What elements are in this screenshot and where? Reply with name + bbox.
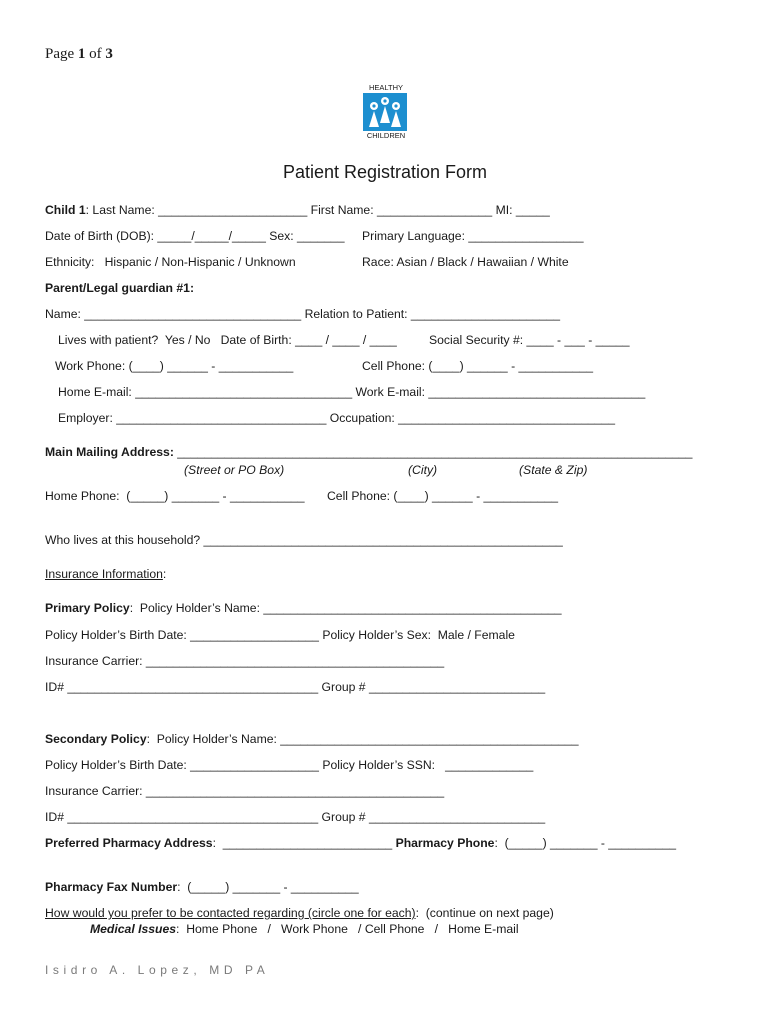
- primary-birth-line: Policy Holder’s Birth Date: ___________________ Policy Holder’s Sex: Male / Female: [45, 628, 515, 642]
- logo-box: [363, 93, 407, 131]
- address-hint-street: (Street or PO Box): [184, 463, 285, 477]
- secondary-carrier-line: Insurance Carrier: ____________________________________________: [45, 784, 445, 798]
- household-cell-phone: Cell Phone: (____) ______ - ___________: [327, 489, 559, 503]
- form-title: Patient Registration Form: [282, 162, 488, 182]
- secondary-id-line: ID# _____________________________________ Group # __________________________: [45, 810, 546, 824]
- guardian-employer-line: Employer: _______________________________ Occupation: ________________________________: [58, 411, 616, 425]
- secondary-policy-line: Secondary Policy: Policy Holder’s Name: ____________________________________________: [45, 732, 579, 746]
- guardian-work-phone: Work Phone: (____) ______ - ___________: [55, 359, 294, 373]
- household-members-line: Who lives at this household? _____________________________________________________: [45, 533, 563, 547]
- child-dob-line: Date of Birth (DOB): _____/_____/_____ Sex: _______: [45, 229, 345, 243]
- child-race-line: Race: Asian / Black / Hawaiian / White: [362, 255, 569, 269]
- guardian-email-line: Home E-mail: ________________________________ Work E-mail: ________________________________: [58, 385, 646, 399]
- guardian-heading: Parent/Legal guardian #1:: [45, 281, 194, 295]
- logo-text-bottom: CHILDREN: [366, 131, 406, 140]
- guardian-ssn-field: Social Security #: ____ - ___ - _____: [429, 333, 630, 347]
- guardian-lives-line: Lives with patient? Yes / No Date of Birth: ____ / ____ / ____: [58, 333, 397, 347]
- contact-preference-line: How would you prefer to be contacted regarding (circle one for each): (continue on next page): [45, 906, 554, 920]
- guardian-name-line: Name: ________________________________ Relation to Patient: ______________________: [45, 307, 561, 321]
- child-name-line: Child 1: Last Name: ______________________ First Name: _________________ MI: _____: [45, 203, 550, 217]
- child-ethnicity-line: Ethnicity: Hispanic / Non-Hispanic / Unknown: [45, 255, 296, 269]
- secondary-birth-line: Policy Holder’s Birth Date: ___________________ Policy Holder’s SSN: _____________: [45, 758, 534, 772]
- children-figures-icon: [363, 93, 407, 131]
- medical-issues-line: Medical Issues: Home Phone / Work Phone / Cell Phone / Home E-mail: [90, 922, 519, 936]
- pharmacy-line: Preferred Pharmacy Address: _________________________ Pharmacy Phone: (_____) _______ - __________: [45, 836, 677, 850]
- primary-id-line: ID# _____________________________________ Group # __________________________: [45, 680, 546, 694]
- address-hint-city: (City): [408, 463, 438, 477]
- mailing-address-line: Main Mailing Address: ____________________________________________________________________________: [45, 445, 693, 459]
- primary-carrier-line: Insurance Carrier: ____________________________________________: [45, 654, 445, 668]
- healthy-children-logo: [357, 84, 415, 142]
- insurance-heading: Insurance Information:: [45, 567, 167, 581]
- footer-doctor-name: Isidro A. Lopez, MD PA: [45, 963, 270, 977]
- child-language-field: Primary Language: _________________: [362, 229, 584, 243]
- address-hint-state: (State & Zip): [519, 463, 588, 477]
- household-home-phone: Home Phone: (_____) _______ - ___________: [45, 489, 305, 503]
- logo-text-top: HEALTHY: [368, 83, 404, 92]
- page-number: Page 1 of 3: [45, 46, 113, 62]
- primary-policy-line: Primary Policy: Policy Holder’s Name: ____________________________________________: [45, 601, 562, 615]
- guardian-cell-phone: Cell Phone: (____) ______ - ___________: [362, 359, 594, 373]
- pharmacy-fax-line: Pharmacy Fax Number: (_____) _______ - __________: [45, 880, 359, 894]
